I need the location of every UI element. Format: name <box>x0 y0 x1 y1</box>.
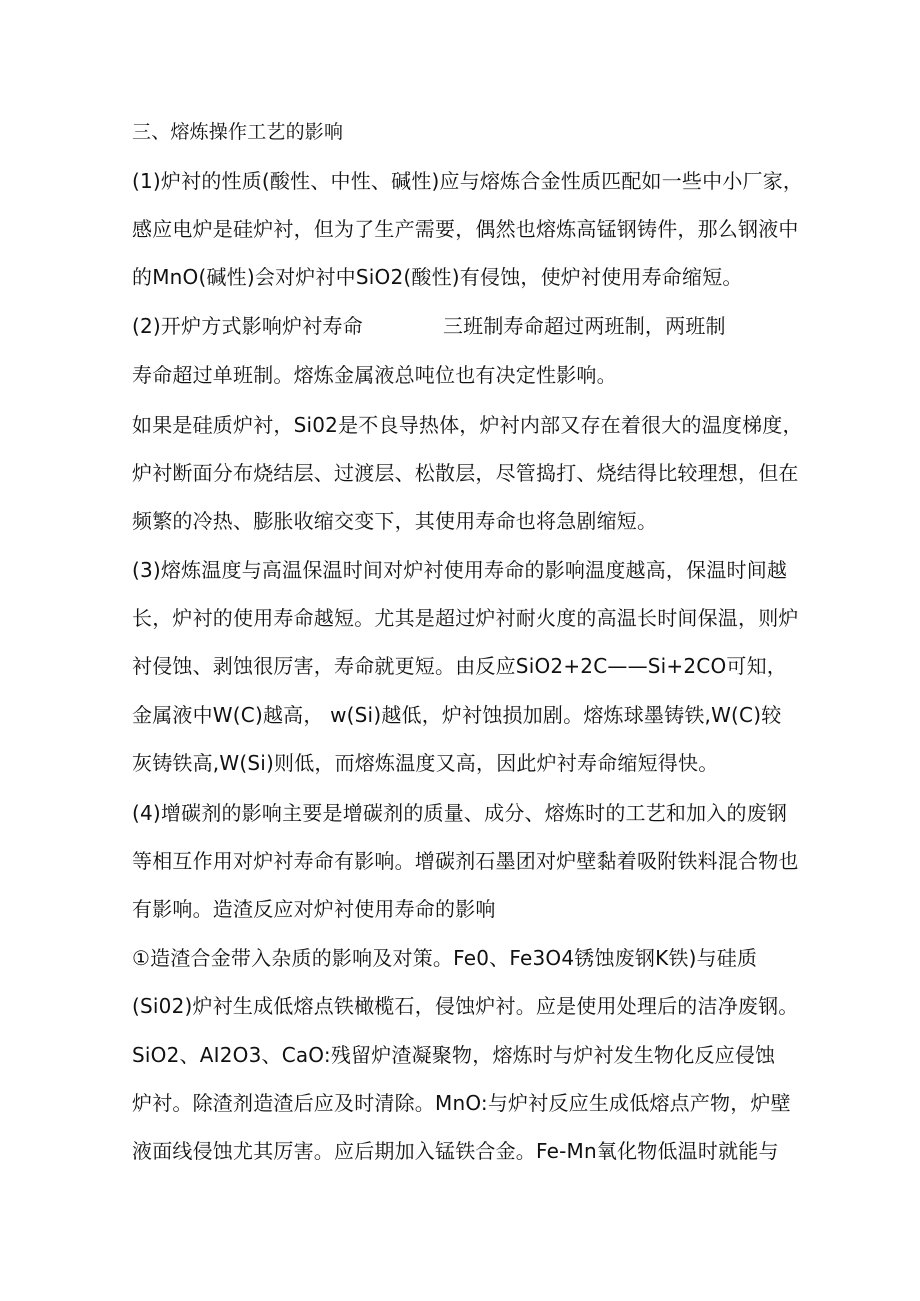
paragraph-1-line-1: (1)炉衬的性质(酸性、中性、碱性)应与熔炼合金性质匹配如一些中小厂家， <box>132 169 804 193</box>
paragraph-3-line-2: 炉衬断面分布烧结层、过渡层、松散层，尽管捣打、烧结得比较理想，但在 <box>132 461 799 485</box>
paragraph-3-line-3: 频繁的冷热、膨胀收缩交变下，其使用寿命也将急剧缩短。 <box>132 509 658 533</box>
paragraph-4-line-1: (3)熔炼温度与高温保温时间对炉衬使用寿命的影响温度越高，保温时间越 <box>132 558 788 582</box>
paragraph-6-line-1: ①造渣合金带入杂质的影响及对策。Fe0、Fe3O4锈蚀废钢K铁)与硅质 <box>132 946 758 970</box>
paragraph-2-line-2: 寿命超过单班制。熔炼金属液总吨位也有决定性影响。 <box>132 363 617 387</box>
paragraph-2-left-text: (2)开炉方式影响炉衬寿命 <box>132 314 363 338</box>
paragraph-6-line-3: SiO2、AI2O3、CaO:残留炉渣凝聚物，熔炼时与炉衬发生物化反应侵蚀 <box>132 1043 776 1067</box>
paragraph-1-line-2: 感应电炉是硅炉衬，但为了生产需要，偶然也熔炼高锰钢铸件，那么钢液中 <box>132 217 799 241</box>
paragraph-6-line-2: (Si02)炉衬生成低熔点铁橄榄石，侵蚀炉衬。应是使用处理后的洁净废钢。 <box>132 994 799 1018</box>
paragraph-4-line-4: 金属液中W(C)越高， w(Si)越低，炉衬蚀损加剧。熔炼球墨铸铁,W(C)较 <box>132 703 782 727</box>
section-heading: 三、熔炼操作工艺的影响 <box>132 121 344 143</box>
paragraph-6-line-5: 液面线侵蚀尤其厉害。应后期加入锰铁合金。Fe-Mn氧化物低温时就能与 <box>132 1139 779 1163</box>
paragraph-2-right-text: 三班制寿命超过两班制，两班制 <box>442 314 726 338</box>
paragraph-4-line-5: 灰铸铁高,W(Si)则低，而熔炼温度又高，因此炉衬寿命缩短得快。 <box>132 751 719 775</box>
paragraph-5-line-2: 等相互作用对炉衬寿命有影响。增碳剂石墨团对炉壁黏着吸附铁料混合物也 <box>132 849 799 873</box>
paragraph-4-line-3: 衬侵蚀、剥蚀很厉害，寿命就更短。由反应SiO2+2C——Si+2CO可知， <box>132 654 788 678</box>
paragraph-3-line-1: 如果是硅质炉衬，Si02是不良导热体，炉衬内部又存在着很大的温度梯度， <box>132 413 803 437</box>
paragraph-4-line-2: 长，炉衬的使用寿命越短。尤其是超过炉衬耐火度的高温长时间保温，则炉 <box>132 606 799 630</box>
paragraph-1-line-3: 的MnO(碱性)会对炉衬中SiO2(酸性)有侵蚀，使炉衬使用寿命缩短。 <box>132 265 743 289</box>
paragraph-5-line-3: 有影响。造渣反应对炉衬使用寿命的影响 <box>132 897 496 921</box>
paragraph-6-line-4: 炉衬。除渣剂造渣后应及时清除。MnO:与炉衬反应生成低熔点产物，炉壁 <box>132 1091 791 1115</box>
paragraph-5-line-1: (4)增碳剂的影响主要是增碳剂的质量、成分、熔炼时的工艺和加入的废钢 <box>132 801 788 825</box>
paragraph-2-line-1 <box>132 312 726 340</box>
